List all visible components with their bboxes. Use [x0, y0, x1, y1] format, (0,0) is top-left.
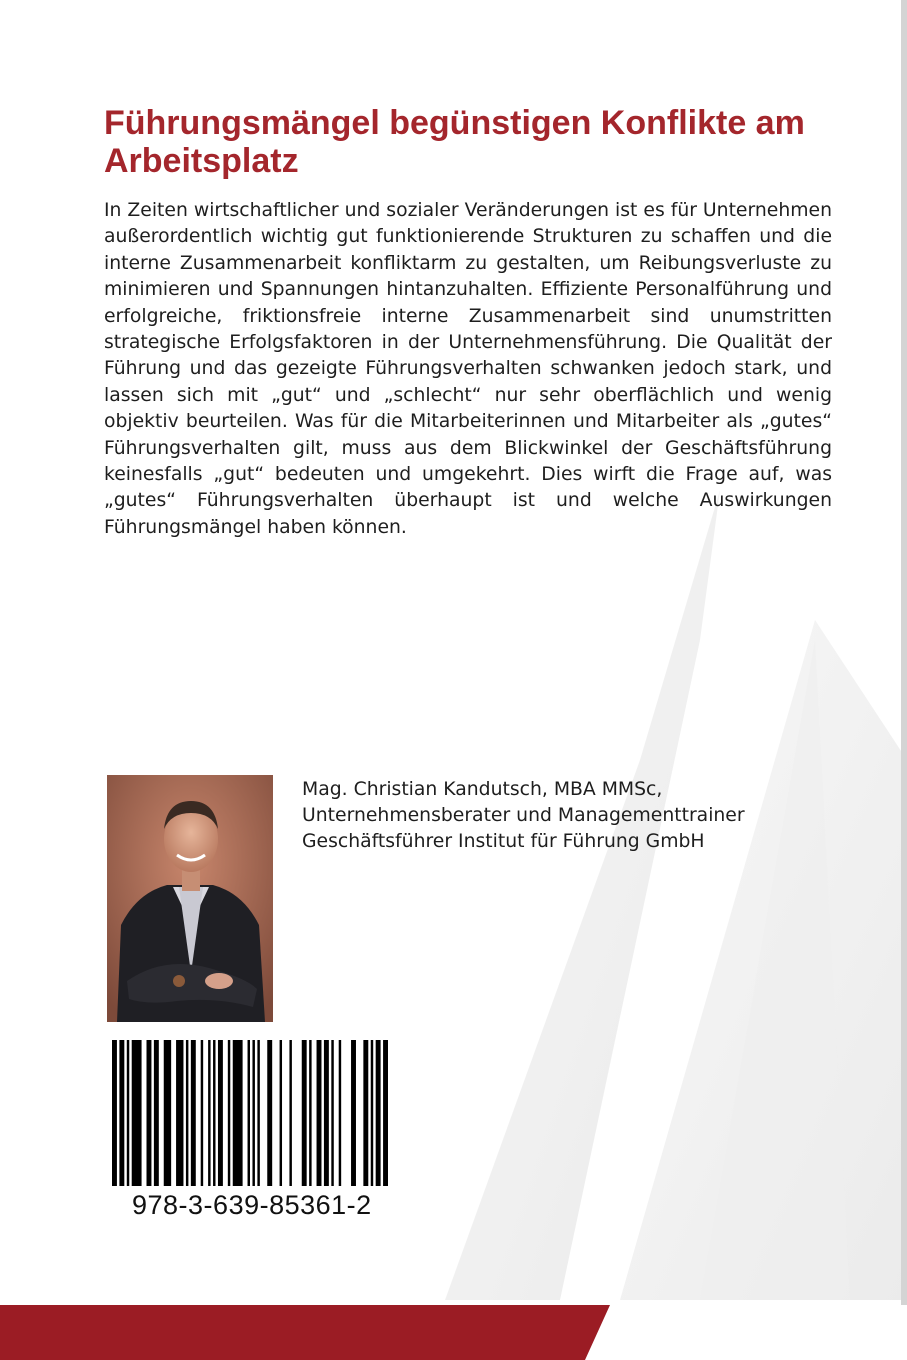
barcode-bar — [208, 1040, 210, 1186]
barcode-bar — [112, 1040, 117, 1186]
barcode-bar — [127, 1040, 129, 1186]
barcode-bar — [317, 1040, 322, 1186]
barcode-bar — [339, 1040, 341, 1186]
barcode-bar — [257, 1040, 259, 1186]
barcode-bar — [154, 1040, 159, 1186]
barcode-bar — [228, 1040, 230, 1186]
barcode-bar — [376, 1040, 381, 1186]
barcode-bar — [191, 1040, 196, 1186]
book-title: Führungsmängel begünstigen Konflikte am Arbeitsplatz — [104, 104, 805, 180]
barcode-bar — [176, 1040, 183, 1186]
barcode-bar — [371, 1040, 373, 1186]
barcode-bar — [248, 1040, 250, 1186]
barcode-bar — [309, 1040, 311, 1186]
barcode-bar — [383, 1040, 388, 1186]
barcode-bar — [252, 1040, 254, 1186]
isbn-number: 978-3-639-85361-2 — [132, 1190, 372, 1220]
barcode-bar — [218, 1040, 223, 1186]
barcode-bar — [201, 1040, 203, 1186]
barcode-bar — [302, 1040, 307, 1186]
author-info — [302, 777, 882, 855]
barcode-bar — [331, 1040, 333, 1186]
book-blurb: In Zeiten wirtschaftlicher und sozialer Veränderungen ist es für Unternehmen außerordentlich wichtig gut funktionierende Strukturen zu schaffen und die interne Zusammenarbeit konfliktarm zu gestalten, um Reibungsverluste zu minimieren und Spannungen hintanzuhalten. Effiziente Personalführung und erfolgreiche, friktionsfreie interne Zusammenarbeit sind unumstritten strategische Erfolgsfaktoren in der Unternehmensführung. Die Qualität der Führung und das gezeigte Führungsverhalten schwanken jedoch stark, und lassen sich mit „gut“ und „schlecht“ nur sehr oberflächlich und wenig objektiv beurteilen. Was für die Mitarbeiterinnen und Mitarbeiter als „gutes“ Führungsverhalten gilt, muss aus dem Blickwinkel der Geschäftsführung keinesfalls „gut“ bedeuten und umgekehrt. Dies wirft die Frage auf, was „gutes“ Führungsverhalten überhaupt ist und welche Auswirkungen Führungsmängel haben können. — [104, 200, 832, 538]
author-name: Mag. Christian Kandutsch, MBA MMSc, — [302, 779, 663, 800]
barcode-bar — [324, 1040, 329, 1186]
right-edge-rule — [901, 0, 907, 1305]
barcode-bar — [233, 1040, 243, 1186]
barcode-bar — [147, 1040, 152, 1186]
barcode-bar — [119, 1040, 124, 1186]
barcode-bar — [289, 1040, 291, 1186]
barcode-bar — [132, 1040, 142, 1186]
isbn-barcode — [108, 1036, 392, 1188]
barcode-bar — [280, 1040, 282, 1186]
barcode-bar — [213, 1040, 215, 1186]
author-photo — [107, 775, 273, 1022]
author-company: Geschäftsführer Institut für Führung GmbH — [302, 831, 705, 852]
barcode-bar — [267, 1040, 272, 1186]
barcode-bar — [186, 1040, 188, 1186]
author-role: Unternehmensberater und Managementtrainer — [302, 805, 745, 826]
barcode-bar — [164, 1040, 171, 1186]
barcode-bar — [351, 1040, 356, 1186]
barcode-bar — [363, 1040, 368, 1186]
